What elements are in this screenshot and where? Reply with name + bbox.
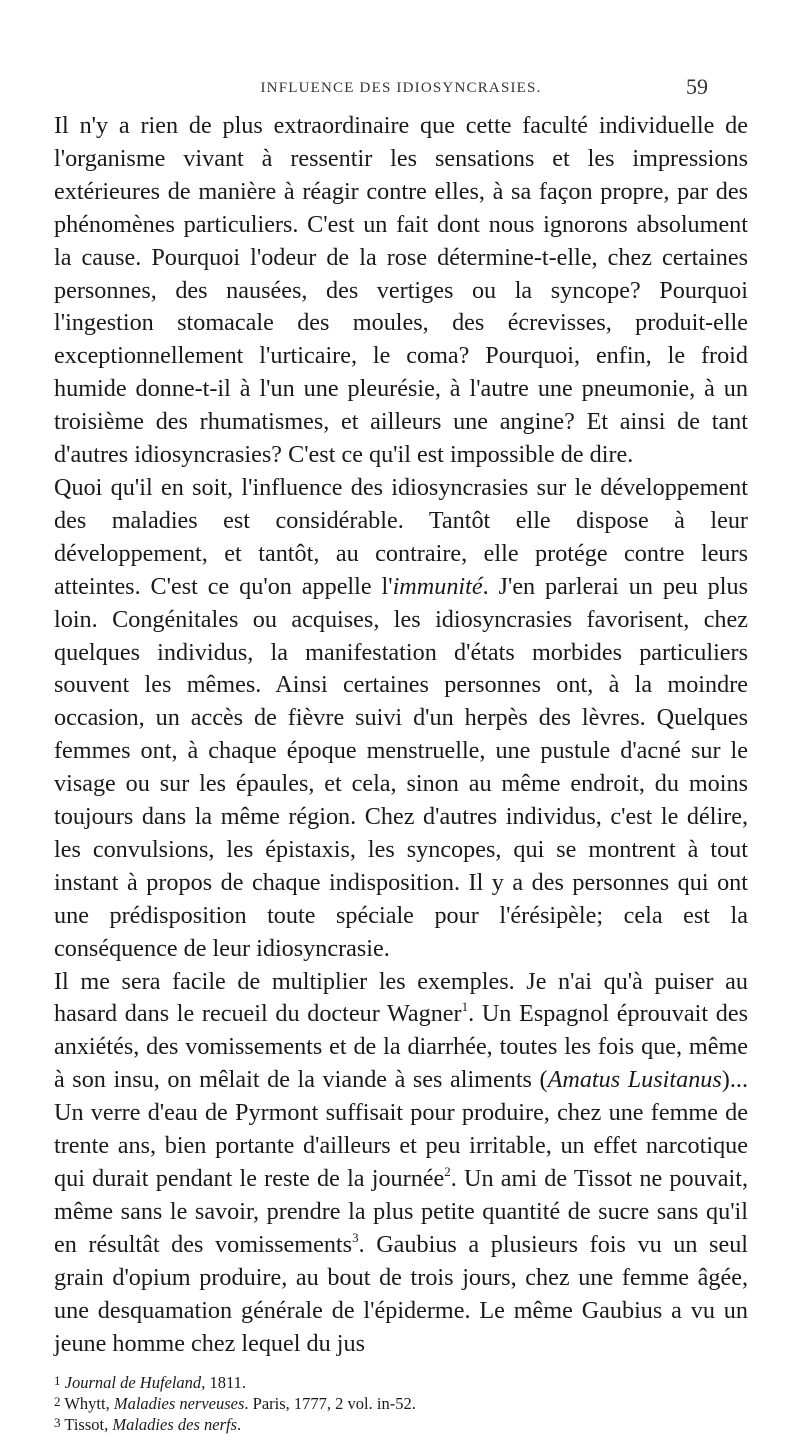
- page-header: [54, 0, 748, 100]
- paragraph-3-text-d: . Un ami de Tissot ne pouvait, même sans le savoir, prendre la plus petite quantité de sucre sans qu'il en résultât des vomissements: [54, 1165, 748, 1258]
- footnote-3-title: Maladies des nerfs: [112, 1415, 237, 1435]
- footnote-2-mark: 2: [54, 1394, 61, 1410]
- paragraph-3-text-b: . Un Espagnol éprouvait des anxiétés, des vomissements et de la diarrhée, toutes les fois que, même à son insu, on mêlait de la viande à ses aliments (: [54, 1000, 748, 1094]
- running-head: INFLUENCE DES IDIOSYNCRASIES.: [260, 80, 542, 96]
- amatus-lusitanus: Amatus Lusitanus: [547, 1066, 722, 1094]
- footnote-2: [54, 1393, 748, 1414]
- footnote-2-rest: . Paris, 1777, 2 vol. in-52.: [244, 1394, 416, 1414]
- paragraph-3-text-c: )... Un verre d'eau de Pyrmont suffisait pour produire, chez une femme de trente ans, bien portante d'ailleurs et peu irritable, un effet narcotique qui durait pendant le reste de la journée: [54, 1066, 748, 1192]
- footnote-ref-1: 1: [461, 999, 469, 1015]
- page-number: 59: [686, 74, 708, 99]
- footnote-1-mark: 1: [54, 1373, 61, 1389]
- paragraph-3-text-a: Il me sera facile de multiplier les exemples. Je n'ai qu'à puiser au hasard dans le recueil du docteur Wagner: [54, 967, 748, 1028]
- footnote-3-mark: 3: [54, 1415, 61, 1431]
- footnote-1-title: Journal de Hufeland: [64, 1373, 202, 1393]
- footnote-3-author: Tissot,: [64, 1415, 113, 1435]
- footnote-3-rest: .: [237, 1415, 242, 1435]
- footnote-1: [54, 1372, 748, 1393]
- paragraph-1: Il n'y a rien de plus extraordinaire que cette faculté individuelle de l'organisme vivant à ressentir les sensations et les impressions extérieures de manière à réagir contre elles, à sa façon propre, par des phénomènes particuliers. C'est un fait dont nous ignorons absolument la cause. Pourquoi l'odeur de la rose détermine-t-elle, chez certaines personnes, des nausées, des vertiges ou la syncope? Pourquoi l'ingestion stomacale des moules, des écrevisses, produit-elle exceptionnellement l'urticaire, le coma? Pourquoi, enfin, le froid humide donne-t-il à l'un une pleurésie, à l'autre une pneumonie, à un troisième des rhumatismes, et ailleurs une angine? Et ainsi de tant d'autres idiosyncrasies? C'est ce qu'il est impossible de dire.: [54, 112, 748, 469]
- paragraph-2-text-a: Quoi qu'il en soit, l'influence des idiosyncrasies sur le développement des maladies est considérable. Tantôt elle dispose à leur développement, et tantôt, au contraire, elle protége contre leurs atteintes. C'est ce qu'on appelle l': [54, 473, 748, 600]
- paragraph-2-text-b: . J'en parlerai un peu plus loin. Congénitales ou acquises, les idiosyncrasies favorisent, chez quelques individus, la manifestation d'états morbides particuliers souvent les mêmes. Ainsi certaines personnes ont, à la moindre occasion, un accès de fièvre suivi d'un herpès des lèvres. Quelques femmes ont, à chaque époque menstruelle, une pustule d'acné sur le visage ou sur les épaules, et cela, sinon au même endroit, du moins toujours dans la même région. Chez d'autres individus, c'est le délire, les convulsions, les épistaxis, les syncopes, qui se montrent à tout instant à propos de chaque indisposition. Il y a des personnes qui ont une prédisposition toute spéciale pour l'érésipèle; cela est la conséquence de leur idiosyncrasie.: [54, 572, 748, 962]
- footnote-2-title: Maladies nerveuses: [113, 1394, 245, 1414]
- immunite-term: immunité: [392, 572, 483, 600]
- footnote-ref-2: 2: [444, 1164, 451, 1179]
- footnote-3: [54, 1414, 748, 1435]
- paragraph-3: [54, 966, 748, 1361]
- footnotes: [54, 1372, 748, 1435]
- footnote-ref-3: 3: [352, 1229, 359, 1245]
- body-text: [54, 110, 748, 1360]
- footnote-1-rest: , 1811.: [201, 1373, 246, 1393]
- paragraph-3-text-e: . Gaubius a plusieurs fois vu un seul grain d'opium produire, au bout de trois jours, chez une femme âgée, une desquamation générale de l'épiderme. Le même Gaubius a vu un jeune homme chez lequel du jus: [54, 1230, 749, 1357]
- footnote-2-author: Whytt,: [64, 1394, 114, 1414]
- paragraph-2: [54, 472, 748, 966]
